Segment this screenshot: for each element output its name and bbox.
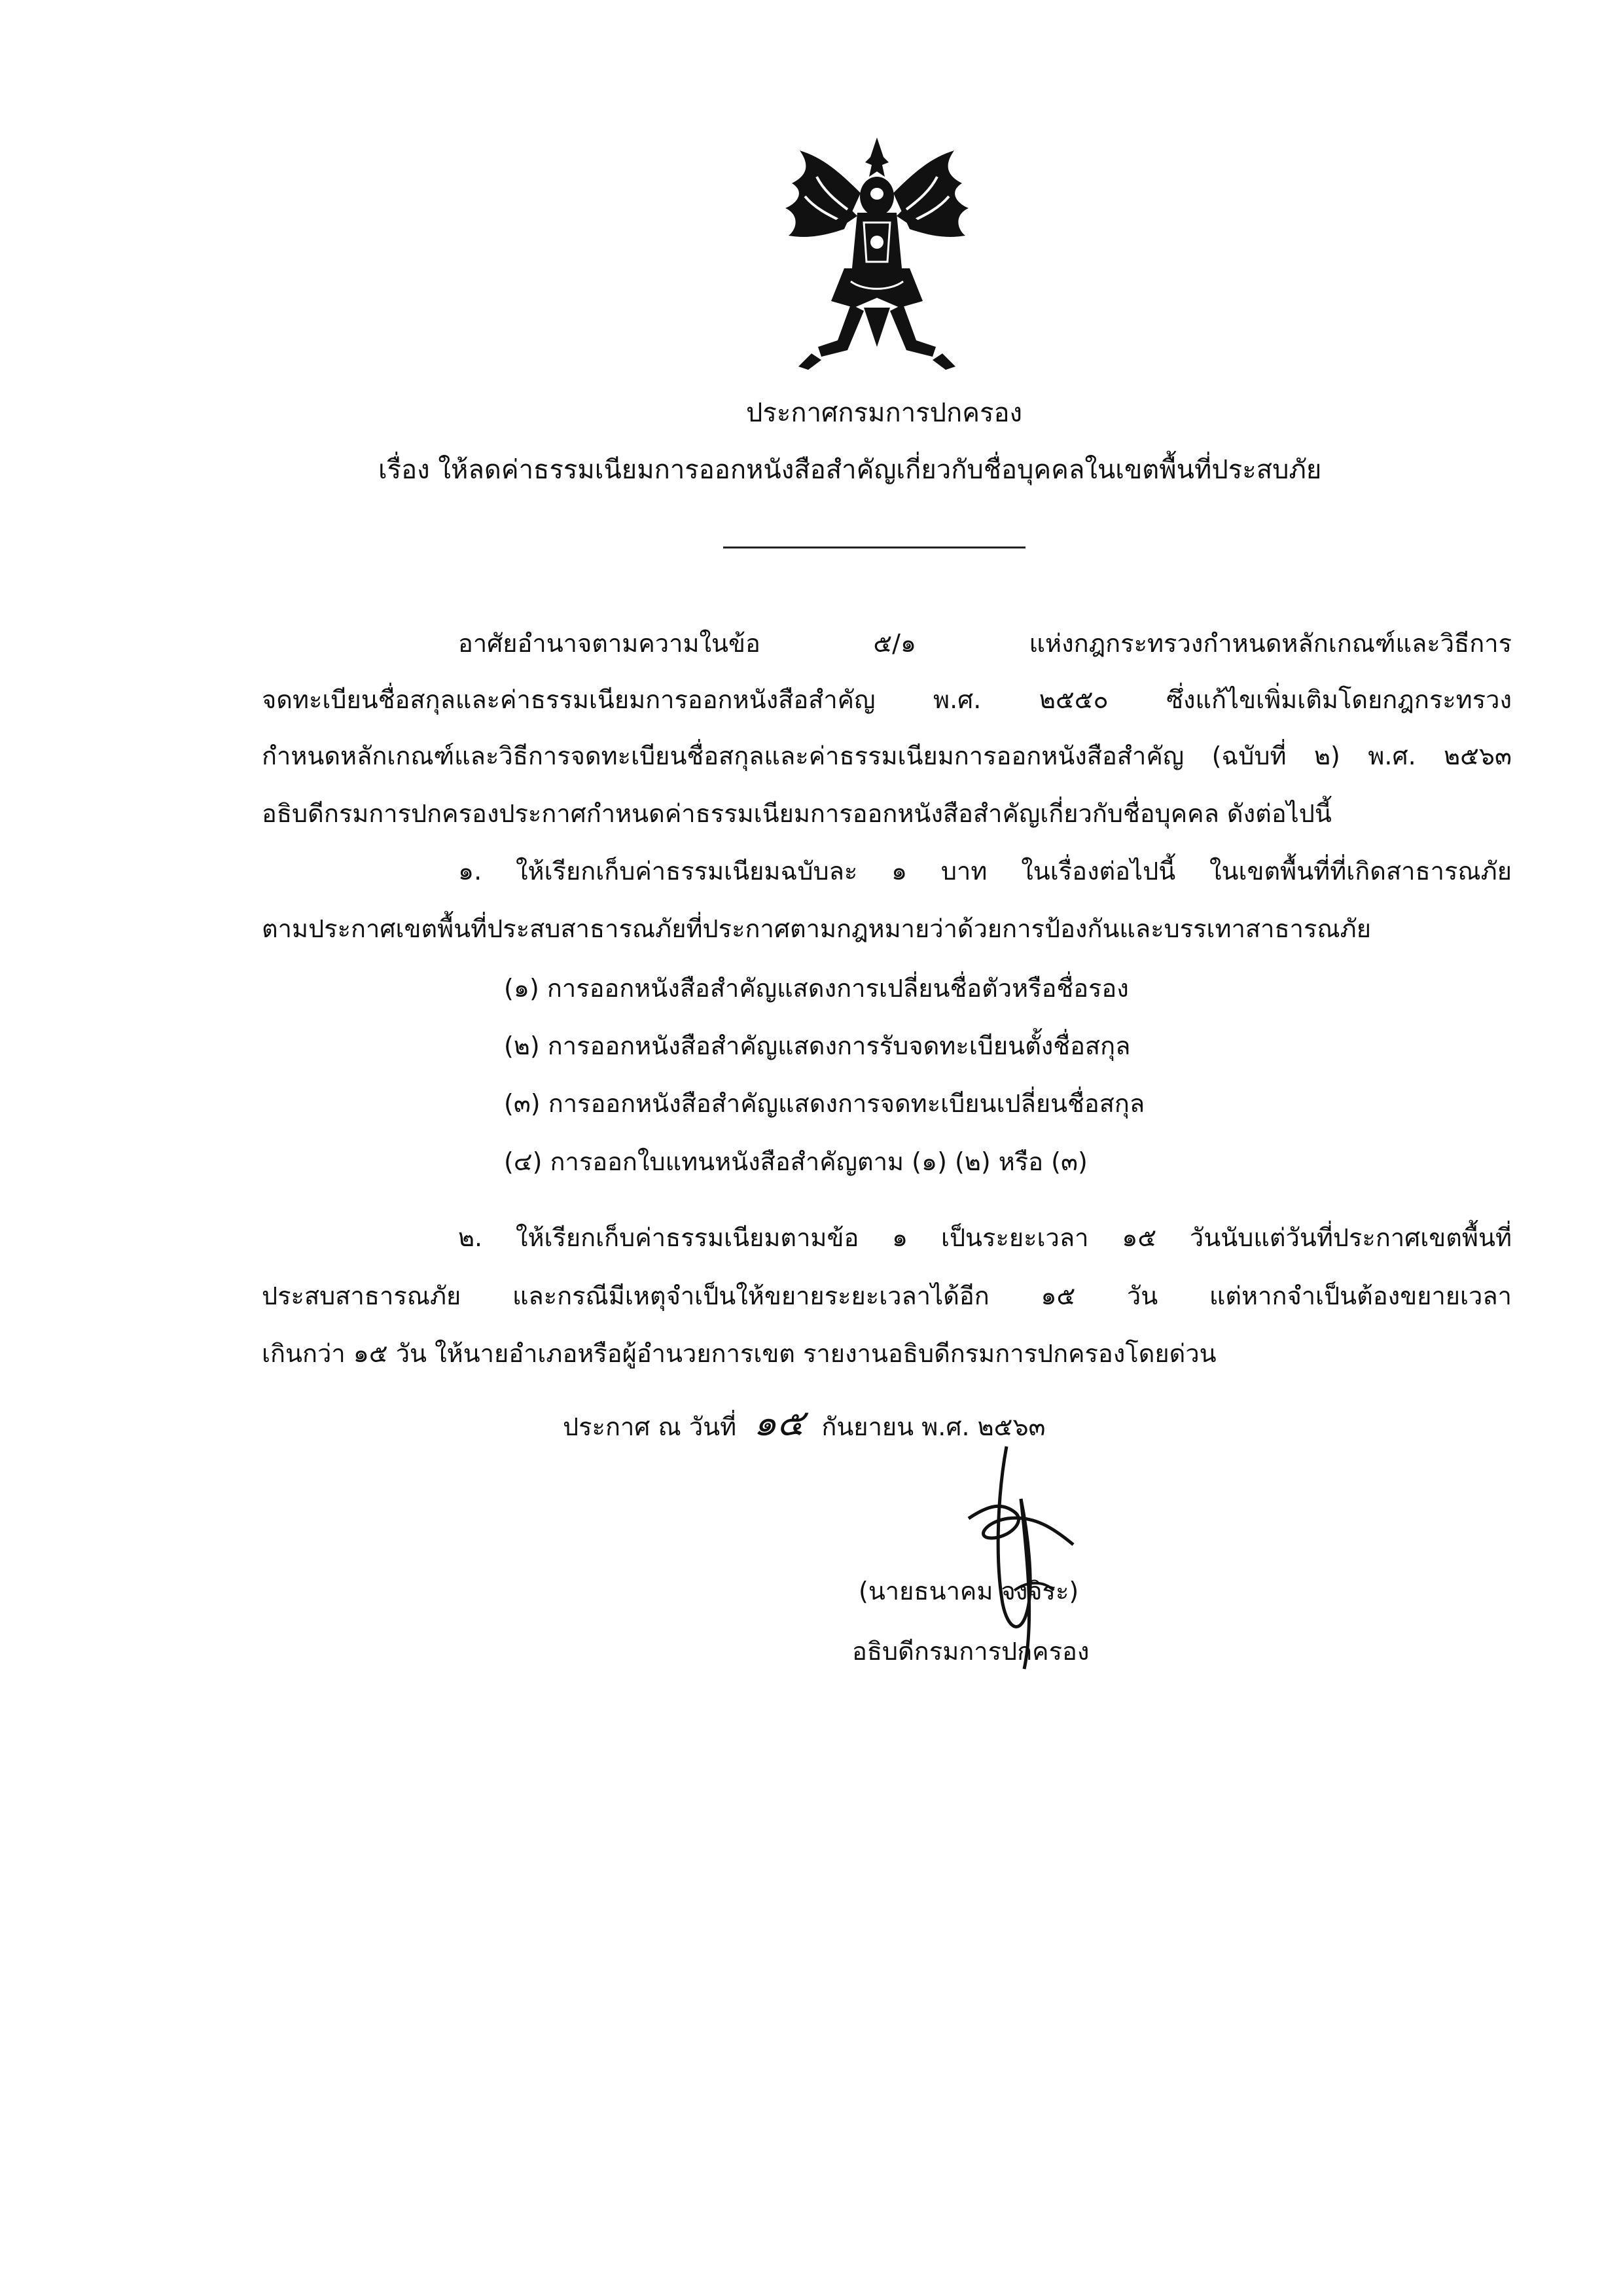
clause-2-line: ประสบสาธารณภัย และกรณีมีเหตุจำเป็นให้ขยายระยะเวลาได้อีก ๑๕ วัน แต่หากจำเป็นต้องขยายเวลา — [262, 1282, 1512, 1310]
announce-month-year: กันยายน พ.ศ. ๒๕๖๓ — [821, 1412, 1046, 1441]
list-item: (๓) การออกหนังสือสำคัญแสดงการจดทะเบียนเปลี่ยนชื่อสกุล — [504, 1089, 1145, 1118]
signer-name: (นายธนาคม จงจิระ) — [859, 1577, 1079, 1605]
list-item: (๑) การออกหนังสือสำคัญแสดงการเปลี่ยนชื่อตัวหรือชื่อรอง — [504, 974, 1129, 1003]
clause-1-line: ๑. ให้เรียกเก็บค่าธรรมเนียมฉบับละ ๑ บาท ในเรื่องต่อไปนี้ ในเขตพื้นที่ที่เกิดสาธารณภัย — [458, 857, 1512, 886]
list-item: (๒) การออกหนังสือสำคัญแสดงการรับจดทะเบียนตั้งชื่อสกุล — [504, 1031, 1131, 1060]
intro-line: จดทะเบียนชื่อสกุลและค่าธรรมเนียมการออกหนังสือสำคัญ พ.ศ. ๒๕๕๐ ซึ่งแก้ไขเพิ่มเติมโดยกฎกระทรวง — [262, 685, 1512, 714]
garuda-emblem-icon — [759, 131, 995, 386]
title-divider — [723, 547, 1026, 548]
announcement-date — [563, 1402, 1046, 1444]
intro-line: กำหนดหลักเกณฑ์และวิธีการจดทะเบียนชื่อสกุลและค่าธรรมเนียมการออกหนังสือสำคัญ (ฉบับที่ ๒) พ.ศ. ๒๕๖๓ — [262, 742, 1512, 770]
notice-subject: เรื่อง ให้ลดค่าธรรมเนียมการออกหนังสือสำคัญเกี่ยวกับชื่อบุคคลในเขตพื้นที่ประสบภัย — [378, 455, 1322, 485]
intro-line: อาศัยอำนาจตามความในข้อ ๕/๑ แห่งกฎกระทรวงกำหนดหลักเกณฑ์และวิธีการ — [458, 629, 1512, 658]
announce-day: ๑๕ — [753, 1402, 805, 1444]
list-item: (๔) การออกใบแทนหนังสือสำคัญตาม (๑) (๒) หรือ (๓) — [504, 1147, 1088, 1176]
intro-line: อธิบดีกรมการปกครองประกาศกำหนดค่าธรรมเนียมการออกหนังสือสำคัญเกี่ยวกับชื่อบุคคล ดังต่อไปนี้ — [262, 799, 1332, 828]
clause-2-line: ๒. ให้เรียกเก็บค่าธรรมเนียมตามข้อ ๑ เป็นระยะเวลา ๑๕ วันนับแต่วันที่ประกาศเขตพื้นที่ — [458, 1223, 1512, 1252]
notice-title: ประกาศกรมการปกครอง — [746, 398, 1023, 428]
signer-title: อธิบดีกรมการปกครอง — [852, 1637, 1090, 1666]
clause-1-line: ตามประกาศเขตพื้นที่ประสบสาธารณภัยที่ประกาศตามกฎหมายว่าด้วยการป้องกันและบรรเทาสาธารณภัย — [262, 914, 1371, 943]
announce-prefix: ประกาศ ณ วันที่ — [563, 1412, 737, 1441]
clause-2-line: เกินกว่า ๑๕ วัน ให้นายอำเภอหรือผู้อำนวยการเขต รายงานอธิบดีกรมการปกครองโดยด่วน — [262, 1339, 1217, 1368]
